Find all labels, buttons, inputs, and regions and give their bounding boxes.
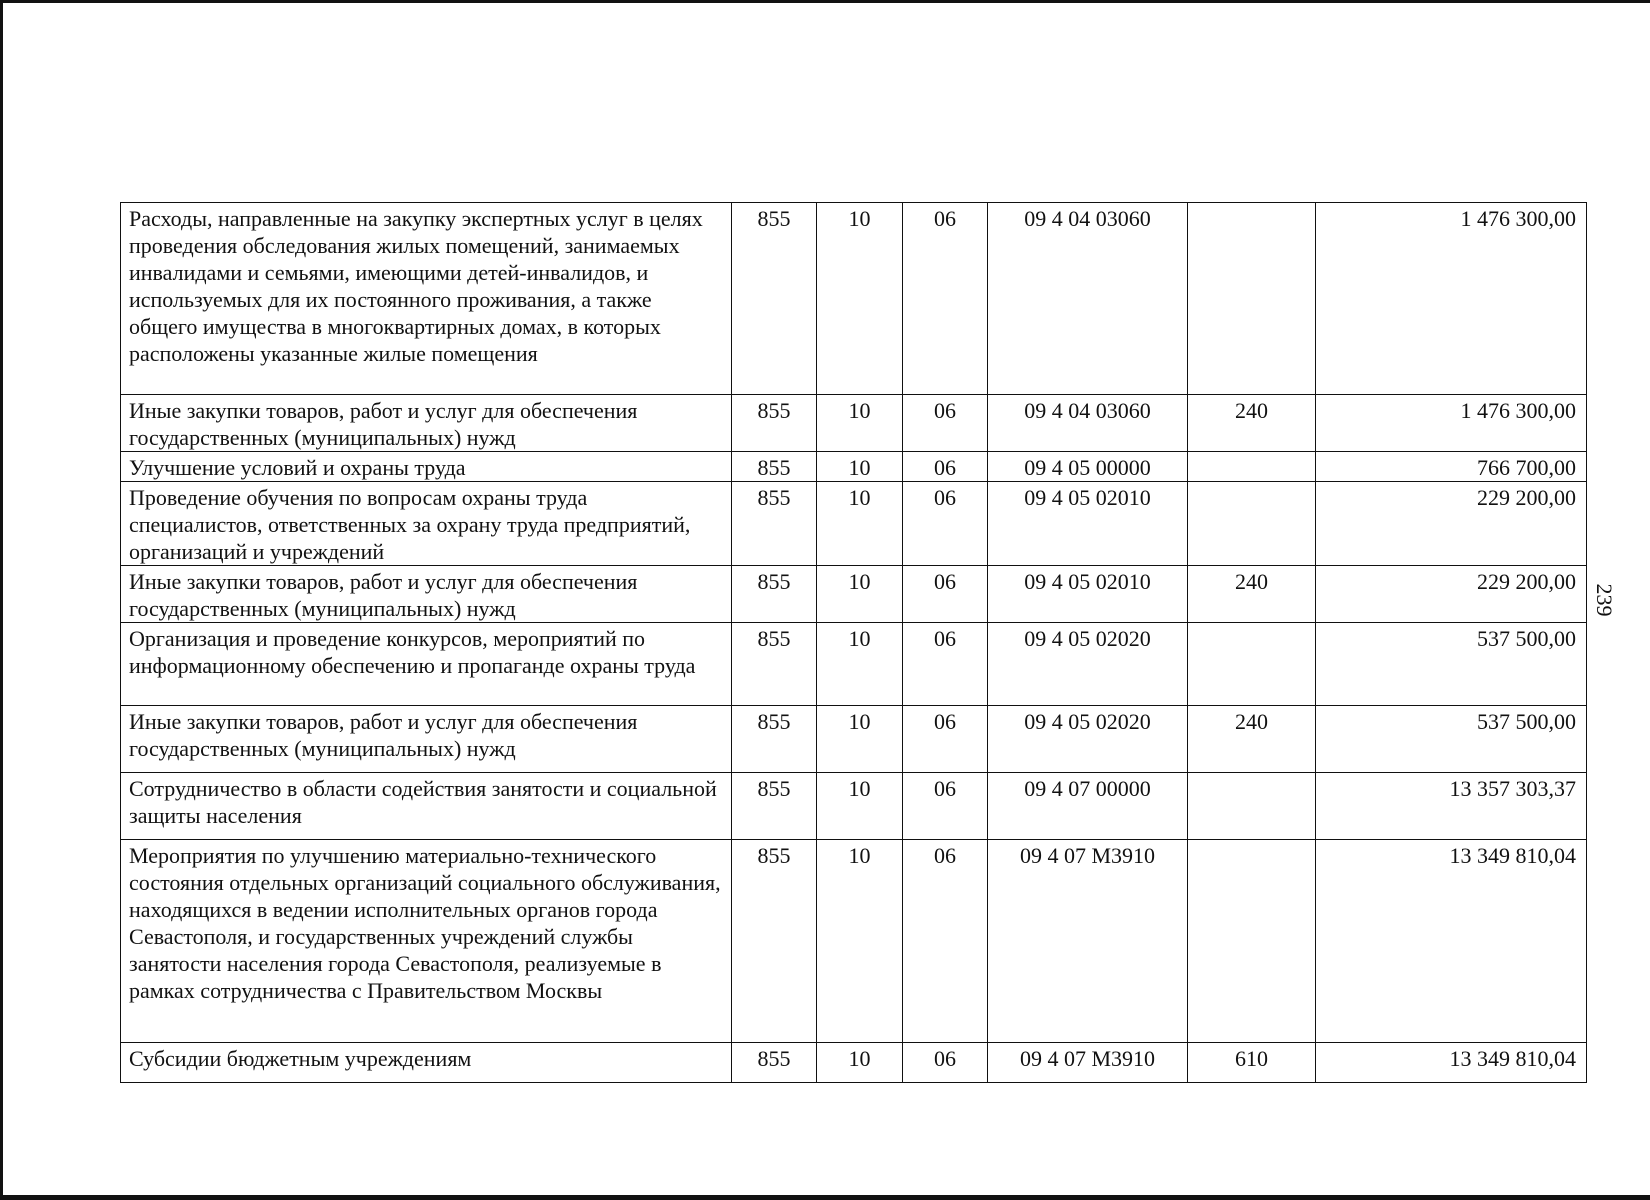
row-expense-type: 240 <box>1188 706 1316 773</box>
row-amount: 229 200,00 <box>1316 482 1587 566</box>
row-ministry-code: 855 <box>732 566 817 623</box>
row-target-article: 09 4 07 00000 <box>988 773 1188 840</box>
scan-edge-top <box>0 0 1650 3</box>
row-expense-type <box>1188 623 1316 706</box>
row-amount: 1 476 300,00 <box>1316 203 1587 395</box>
row-expense-type <box>1188 840 1316 1043</box>
row-section-code: 10 <box>817 395 903 452</box>
row-ministry-code: 855 <box>732 623 817 706</box>
row-section-code: 10 <box>817 566 903 623</box>
row-ministry-code: 855 <box>732 452 817 482</box>
row-description: Проведение обучения по вопросам охраны труда специалистов, ответственных за охрану труда предприятий, организаций и учреждений <box>121 482 732 566</box>
row-section-code: 10 <box>817 482 903 566</box>
table-row <box>121 773 1587 840</box>
row-description: Иные закупки товаров, работ и услуг для обеспечения государственных (муниципальных) нужд <box>121 706 732 773</box>
row-section-code: 10 <box>817 1043 903 1083</box>
row-amount: 13 357 303,37 <box>1316 773 1587 840</box>
row-subsection-code: 06 <box>903 840 988 1043</box>
page-number: 239 <box>1592 583 1617 617</box>
table-row <box>121 623 1587 706</box>
table-row <box>121 395 1587 452</box>
row-expense-type <box>1188 203 1316 395</box>
row-expense-type: 240 <box>1188 566 1316 623</box>
row-subsection-code: 06 <box>903 623 988 706</box>
row-target-article: 09 4 05 02010 <box>988 566 1188 623</box>
row-target-article: 09 4 05 02020 <box>988 623 1188 706</box>
row-amount: 229 200,00 <box>1316 566 1587 623</box>
row-expense-type: 610 <box>1188 1043 1316 1083</box>
row-description: Сотрудничество в области содействия занятости и социальной защиты населения <box>121 773 732 840</box>
row-description: Расходы, направленные на закупку экспертных услуг в целях проведения обследования жилых помещений, занимаемых инвалидами и семьями, имеющими детей-инвалидов, и используемых для их постоянного проживания, а также общего имущества в многоквартирных домах, в которых расположены указанные жилые помещения <box>121 203 732 395</box>
row-description: Организация и проведение конкурсов, мероприятий по информационному обеспечению и пропаганде охраны труда <box>121 623 732 706</box>
row-subsection-code: 06 <box>903 566 988 623</box>
row-subsection-code: 06 <box>903 482 988 566</box>
row-ministry-code: 855 <box>732 203 817 395</box>
table-row <box>121 482 1587 566</box>
row-expense-type <box>1188 482 1316 566</box>
row-ministry-code: 855 <box>732 482 817 566</box>
row-ministry-code: 855 <box>732 706 817 773</box>
row-amount: 13 349 810,04 <box>1316 840 1587 1043</box>
row-ministry-code: 855 <box>732 1043 817 1083</box>
row-target-article: 09 4 07 М3910 <box>988 1043 1188 1083</box>
row-target-article: 09 4 07 М3910 <box>988 840 1188 1043</box>
row-section-code: 10 <box>817 840 903 1043</box>
row-section-code: 10 <box>817 452 903 482</box>
table-row <box>121 840 1587 1043</box>
row-ministry-code: 855 <box>732 395 817 452</box>
row-target-article: 09 4 05 00000 <box>988 452 1188 482</box>
row-amount: 537 500,00 <box>1316 623 1587 706</box>
table-row <box>121 566 1587 623</box>
row-ministry-code: 855 <box>732 840 817 1043</box>
row-subsection-code: 06 <box>903 452 988 482</box>
table-row <box>121 706 1587 773</box>
row-subsection-code: 06 <box>903 1043 988 1083</box>
row-target-article: 09 4 04 03060 <box>988 203 1188 395</box>
table-row <box>121 1043 1587 1083</box>
row-description: Иные закупки товаров, работ и услуг для обеспечения государственных (муниципальных) нужд <box>121 395 732 452</box>
budget-table <box>120 202 1587 1083</box>
row-expense-type <box>1188 452 1316 482</box>
scan-edge-left <box>0 0 3 1200</box>
row-amount: 537 500,00 <box>1316 706 1587 773</box>
row-description: Иные закупки товаров, работ и услуг для обеспечения государственных (муниципальных) нужд <box>121 566 732 623</box>
row-amount: 1 476 300,00 <box>1316 395 1587 452</box>
row-section-code: 10 <box>817 706 903 773</box>
table-row <box>121 203 1587 395</box>
row-subsection-code: 06 <box>903 203 988 395</box>
row-description: Мероприятия по улучшению материально-технического состояния отдельных организаций социального обслуживания, находящихся в ведении исполнительных органов города Севастополя, и государственных учреждений службы занятости населения города Севастополя, реализуемые в рамках сотрудничества с Правительством Москвы <box>121 840 732 1043</box>
row-expense-type: 240 <box>1188 395 1316 452</box>
row-subsection-code: 06 <box>903 773 988 840</box>
row-ministry-code: 855 <box>732 773 817 840</box>
row-amount: 766 700,00 <box>1316 452 1587 482</box>
row-subsection-code: 06 <box>903 706 988 773</box>
row-description: Улучшение условий и охраны труда <box>121 452 732 482</box>
row-amount: 13 349 810,04 <box>1316 1043 1587 1083</box>
row-expense-type <box>1188 773 1316 840</box>
row-section-code: 10 <box>817 623 903 706</box>
scan-edge-bottom <box>0 1195 1650 1200</box>
row-target-article: 09 4 05 02020 <box>988 706 1188 773</box>
table-row <box>121 452 1587 482</box>
row-section-code: 10 <box>817 203 903 395</box>
row-subsection-code: 06 <box>903 395 988 452</box>
row-section-code: 10 <box>817 773 903 840</box>
row-target-article: 09 4 04 03060 <box>988 395 1188 452</box>
row-description: Субсидии бюджетным учреждениям <box>121 1043 732 1083</box>
row-target-article: 09 4 05 02010 <box>988 482 1188 566</box>
